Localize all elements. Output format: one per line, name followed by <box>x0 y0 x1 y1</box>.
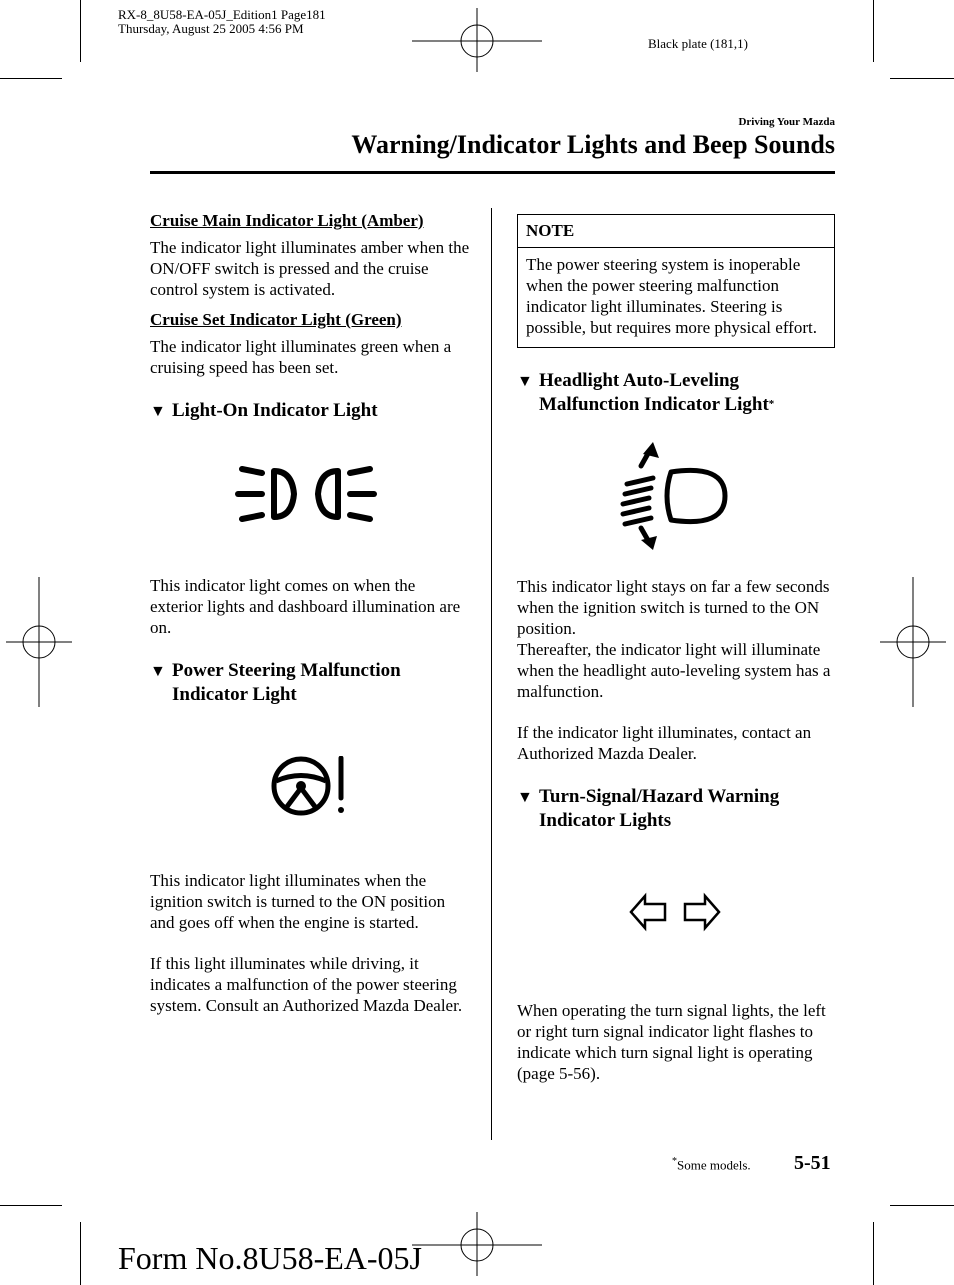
light-on-indicator-icon <box>234 459 380 529</box>
power-steering-text-2: If this light illuminates while driving, it indicates a malfunction of the power steering system. Consult an Authorized Mazda Dealer. <box>150 954 463 1015</box>
footnote-text: Some models. <box>677 1157 751 1173</box>
note-box <box>517 214 835 348</box>
light-on-text: This indicator light comes on when the exterior lights and dashboard illumination are on. <box>150 576 461 637</box>
turn-signal-text: When operating the turn signal lights, the left or right turn signal indicator light flashes to indicate which turn signal light is operating (page 5-56). <box>517 1001 826 1083</box>
cruise-set-text: The indicator light illuminates green when a cruising speed has been set. <box>150 337 452 377</box>
form-number: Form No.8U58-EA-05J <box>118 1240 422 1276</box>
registration-mark-bottom <box>412 1212 542 1276</box>
headlight-heading-text: Headlight Auto-Leveling Malfunction Indicator Light <box>539 370 769 415</box>
registration-mark-right <box>880 577 946 707</box>
print-meta-line1: RX-8_8U58-EA-05J_Edition1 Page181 <box>118 7 326 22</box>
crop-mark <box>890 1205 954 1206</box>
heading-marker: ▼ <box>150 403 166 420</box>
registration-mark-left <box>6 577 72 707</box>
footnote <box>672 1156 751 1173</box>
crop-mark <box>80 0 81 62</box>
left-column <box>150 211 472 1016</box>
print-meta-line2: Thursday, August 25 2005 4:56 PM <box>118 21 304 36</box>
crop-mark <box>0 78 62 79</box>
light-on-heading-text: Light-On Indicator Light <box>172 400 378 421</box>
note-text: The power steering system is inoperable when the power steering malfunction indicator light illuminates. Steering is possible, but requires more physical effort. <box>526 255 817 337</box>
turn-signal-heading <box>517 785 835 832</box>
right-column <box>517 214 835 1084</box>
cruise-set-title: Cruise Set Indicator Light (Green) <box>150 310 402 329</box>
power-steering-indicator-icon <box>270 756 356 816</box>
turn-signal-indicator-icon <box>629 892 721 932</box>
headlight-heading <box>517 369 835 416</box>
power-steering-heading <box>150 659 472 706</box>
crop-mark <box>890 78 954 79</box>
power-steering-heading-text: Power Steering Malfunction Indicator Light <box>172 660 401 705</box>
page-title: Warning/Indicator Lights and Beep Sounds <box>351 130 835 159</box>
power-steering-text-1: This indicator light illuminates when the ignition switch is turned to the ON position and goes off when the engine is started. <box>150 871 446 932</box>
note-title: NOTE <box>518 215 834 248</box>
section-name: Driving Your Mazda <box>738 116 835 128</box>
light-on-heading <box>150 399 472 423</box>
page-number: 5-51 <box>794 1152 831 1174</box>
plate-label: Black plate (181,1) <box>648 36 748 51</box>
crop-mark <box>873 1222 874 1285</box>
title-rule <box>150 171 835 174</box>
crop-mark <box>873 0 874 62</box>
headlight-text-2: If the indicator light illuminates, contact an Authorized Mazda Dealer. <box>517 723 812 763</box>
headlight-leveling-indicator-icon <box>617 442 733 552</box>
registration-mark-top <box>412 8 542 72</box>
footnote-star: * <box>672 1156 677 1167</box>
headlight-text-1a: This indicator light stays on far a few seconds when the ignition switch is turned to the ON position. <box>517 577 830 638</box>
some-models-star: * <box>768 398 775 410</box>
heading-marker: ▼ <box>517 373 533 390</box>
column-divider <box>491 208 492 1140</box>
print-metadata <box>118 8 326 36</box>
cruise-main-title: Cruise Main Indicator Light (Amber) <box>150 211 424 230</box>
turn-signal-heading-text: Turn-Signal/Hazard Warning Indicator Lights <box>539 786 780 831</box>
headlight-text-1b: Thereafter, the indicator light will illuminate when the headlight auto-leveling system has a malfunction. <box>517 640 831 701</box>
heading-marker: ▼ <box>150 663 166 680</box>
cruise-main-text: The indicator light illuminates amber when the ON/OFF switch is pressed and the cruise control system is activated. <box>150 238 470 299</box>
crop-mark <box>0 1205 62 1206</box>
heading-marker: ▼ <box>517 789 533 806</box>
crop-mark <box>80 1222 81 1285</box>
